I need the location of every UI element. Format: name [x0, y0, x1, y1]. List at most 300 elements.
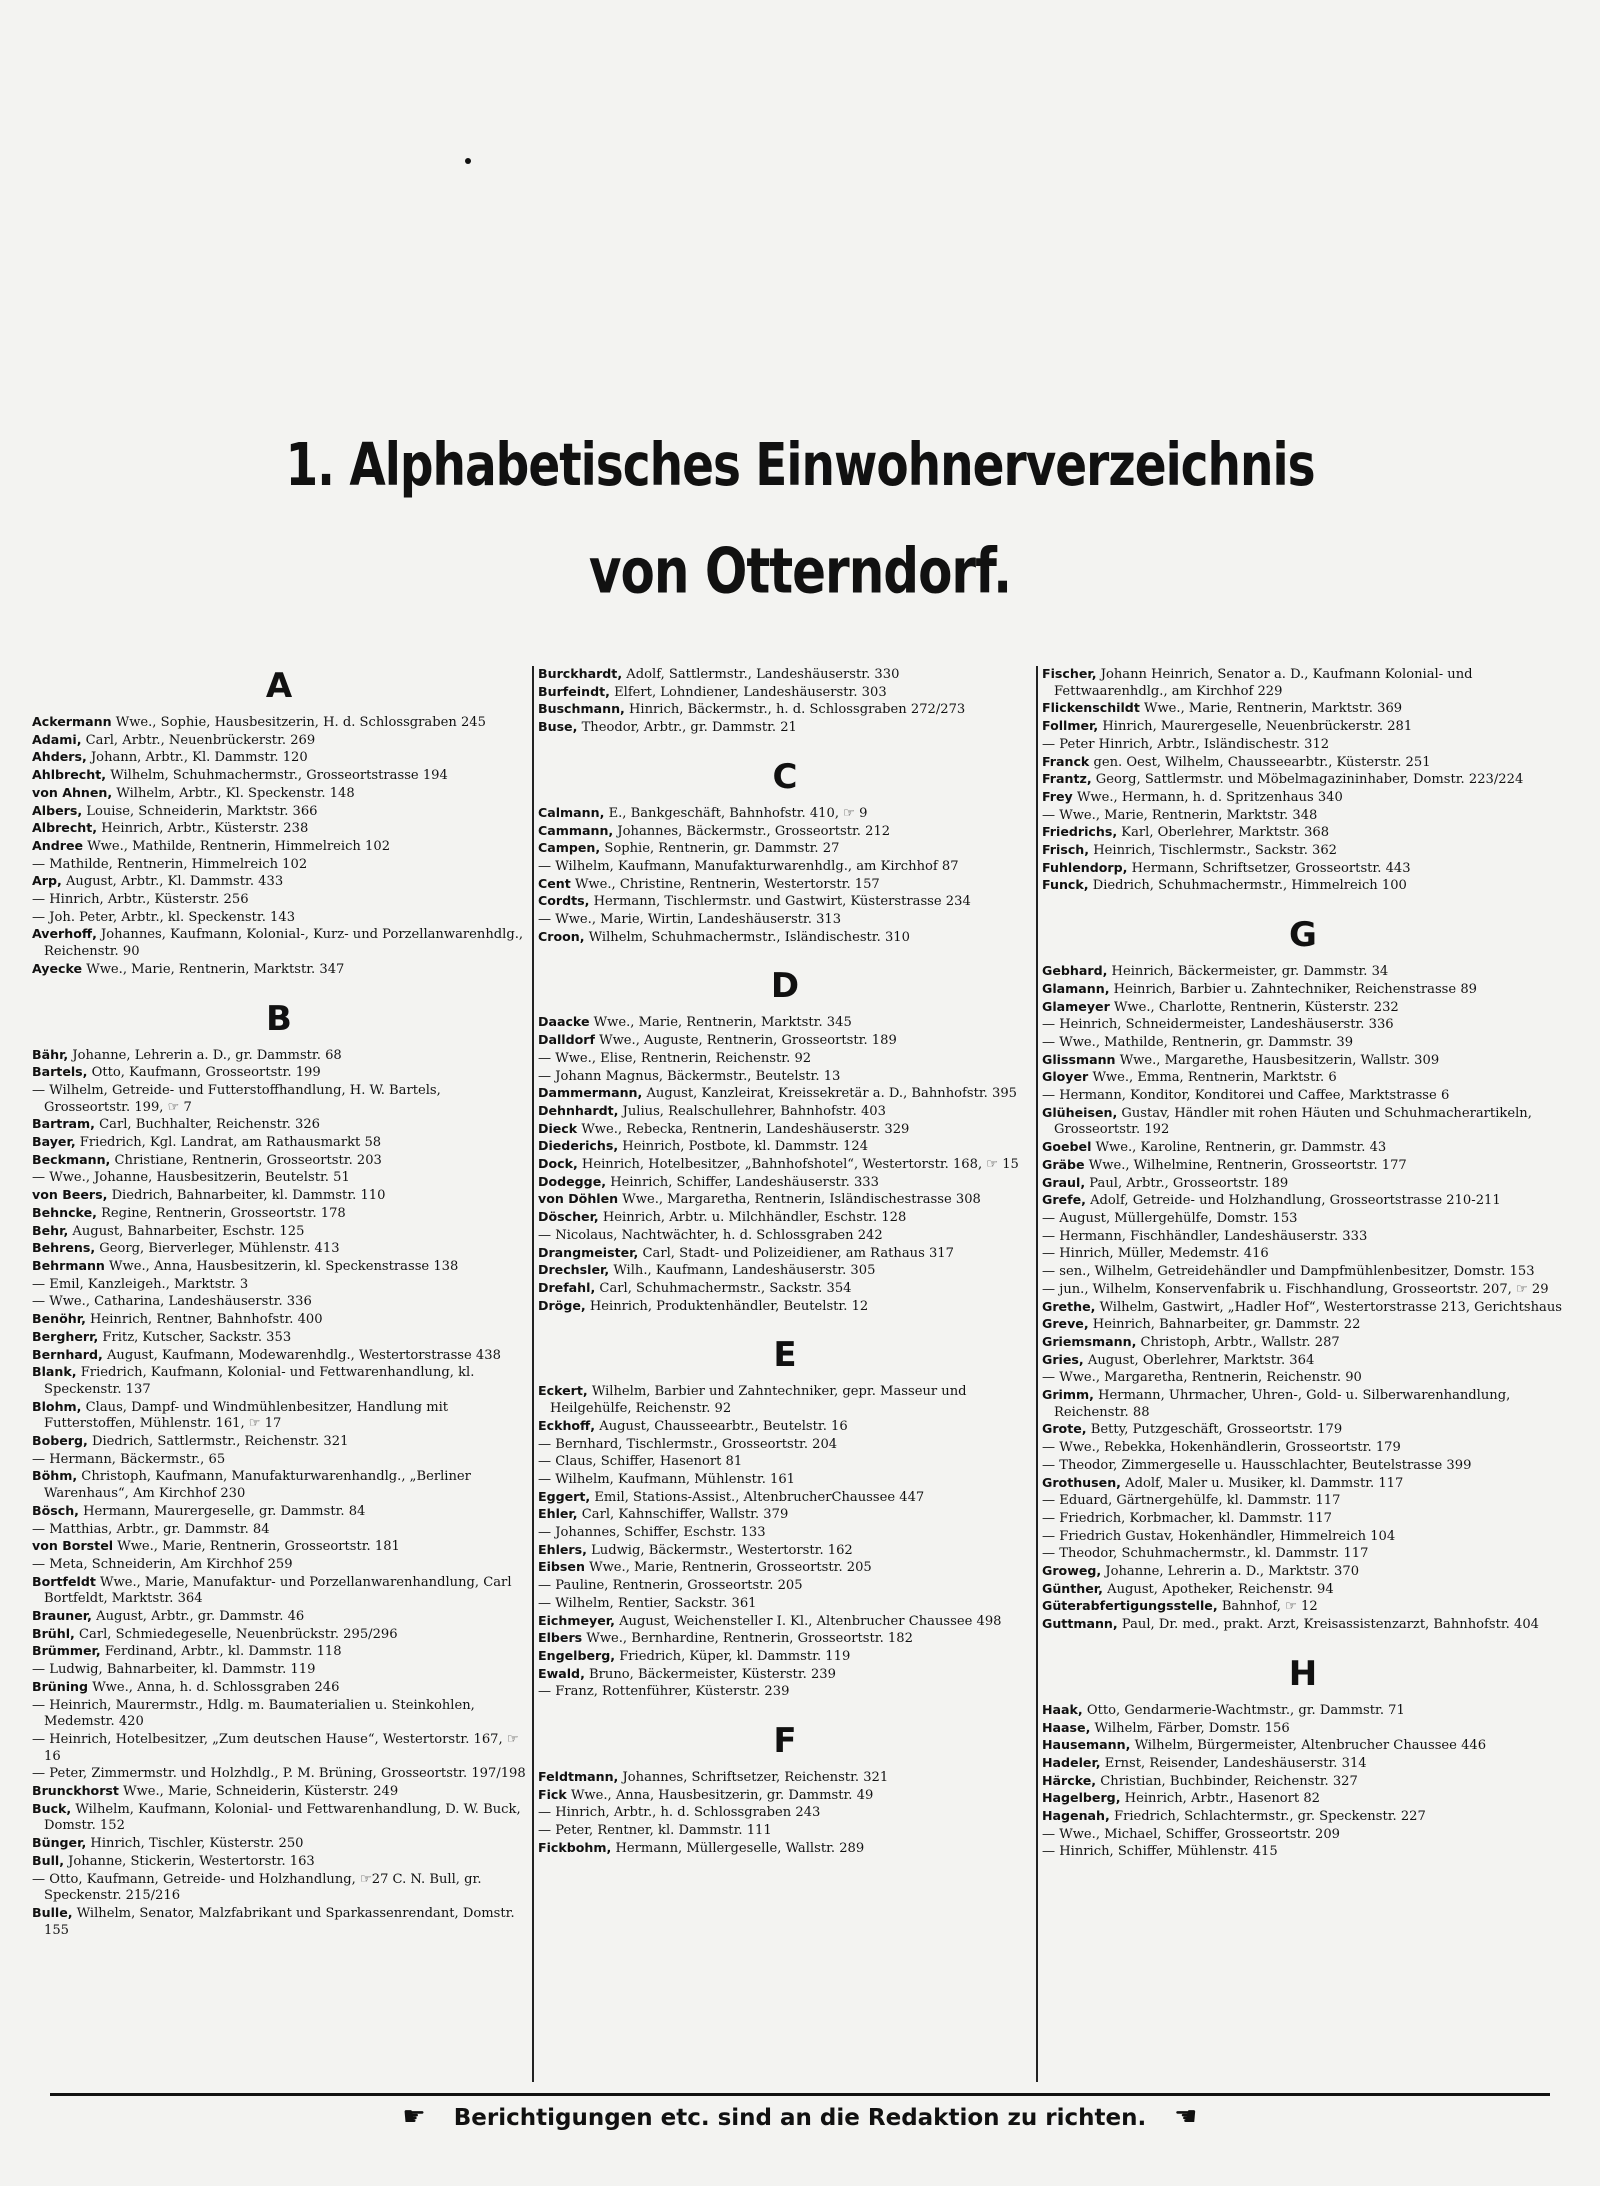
- entry-surname: Glüheisen,: [1042, 1104, 1118, 1120]
- entry-details: Wwe., Anna, h. d. Schlossgraben 246: [92, 1679, 340, 1695]
- entry-details: — Mathilde, Rentnerin, Himmelreich 102: [32, 856, 308, 872]
- entry-details: Wwe., Marie, Manufaktur- und Porzellanwarenhandlung, Carl Bortfeldt, Marktstr. 364: [44, 1574, 512, 1607]
- entry-details: — Johann Magnus, Bäckermstr., Beutelstr. 13: [538, 1068, 841, 1084]
- entry-details: Wilhelm, Bürgermeister, Altenbrucher Chaussee 446: [1134, 1738, 1487, 1754]
- directory-entry: [538, 893, 1032, 911]
- directory-entry: [538, 1245, 1032, 1263]
- directory-entry: [538, 1032, 1032, 1050]
- directory-entry: [32, 1905, 526, 1939]
- entry-details: Wwe., Mathilde, Rentnerin, Himmelreich 102: [87, 838, 391, 854]
- directory-entry: [1042, 1316, 1564, 1334]
- entry-surname: Glameyer: [1042, 998, 1110, 1014]
- entry-surname: Ehlers,: [538, 1541, 587, 1557]
- directory-entry: [1042, 1457, 1564, 1475]
- entry-details: Paul, Dr. med., prakt. Arzt, Kreisassistenzarzt, Bahnhofstr. 404: [1121, 1617, 1539, 1633]
- entry-surname: Dodegge,: [538, 1173, 607, 1189]
- directory-entry: [538, 1103, 1032, 1121]
- directory-entry: [32, 1679, 526, 1697]
- directory-entry: [32, 1364, 526, 1398]
- directory-entry: [32, 1451, 526, 1469]
- directory-entry: [32, 1258, 526, 1276]
- entry-details: — Friedrich Gustav, Hokenhändler, Himmelreich 104: [1042, 1528, 1396, 1544]
- entry-surname: Graul,: [1042, 1174, 1086, 1190]
- directory-entry: [1042, 1790, 1564, 1808]
- directory-entry: [1042, 718, 1564, 736]
- entry-details: Friedrich, Küper, kl. Dammstr. 119: [619, 1648, 851, 1664]
- entry-surname: Brüning: [32, 1678, 89, 1694]
- entry-surname: Eggert,: [538, 1488, 591, 1504]
- directory-column-1: [32, 666, 526, 2086]
- entry-details: Paul, Arbtr., Grosseortstr. 189: [1089, 1175, 1289, 1191]
- entry-details: — Peter, Rentner, kl. Dammstr. 111: [538, 1823, 772, 1839]
- entry-surname: Bernhard,: [32, 1346, 103, 1362]
- entry-surname: Averhoff,: [32, 926, 97, 942]
- directory-entry: [538, 1138, 1032, 1156]
- directory-entry: [32, 1116, 526, 1134]
- directory-entry: [538, 666, 1032, 684]
- entry-details: Friedrich, Kaufmann, Kolonial- und Fettwarenhandlung, kl. Speckenstr. 137: [44, 1365, 475, 1397]
- entry-surname: Eichmeyer,: [538, 1612, 615, 1628]
- entry-surname: Frantz,: [1042, 771, 1092, 787]
- directory-entry: [1042, 1702, 1564, 1720]
- pointing-hand-icon: ☛: [1174, 2102, 1198, 2132]
- entry-surname: Fickbohm,: [538, 1839, 612, 1855]
- entry-details: Adolf, Getreide- und Holzhandlung, Grosseortstrasse 210-211: [1090, 1193, 1501, 1209]
- footer-text: Berichtigungen etc. sind an die Redaktion zu richten.: [453, 2105, 1147, 2131]
- directory-entry: [1042, 1598, 1564, 1616]
- section-spacer: [1042, 1634, 1564, 1654]
- directory-entry: [32, 1240, 526, 1258]
- ink-speck: [465, 158, 471, 164]
- directory-entry: [32, 1783, 526, 1801]
- entry-details: Wilhelm, Färber, Domstr. 156: [1094, 1720, 1290, 1736]
- entry-surname: Campen,: [538, 840, 601, 856]
- entry-surname: Funck,: [1042, 877, 1089, 893]
- section-letter: C: [772, 756, 798, 797]
- entry-details: — Wilhelm, Getreide- und Futterstoffhandlung, H. W. Bartels, Grosseortstr. 199, ☞ 7: [32, 1082, 441, 1115]
- entry-details: Hermann, Uhrmacher, Uhren-, Gold- u. Silberwarenhandlung, Reichenstr. 88: [1054, 1388, 1511, 1420]
- entry-details: Wwe., Anna, Hausbesitzerin, gr. Dammstr. 49: [570, 1787, 874, 1803]
- directory-entry: [32, 891, 526, 909]
- entry-surname: Bösch,: [32, 1502, 79, 1518]
- entry-details: — Wwe., Johanne, Hausbesitzerin, Beutelstr. 51: [32, 1170, 350, 1186]
- entry-details: Theodor, Arbtr., gr. Dammstr. 21: [581, 720, 797, 736]
- directory-entry: [1042, 1210, 1564, 1228]
- entry-details: Johannes, Schriftsetzer, Reichenstr. 321: [622, 1770, 889, 1786]
- section-letter: D: [770, 966, 800, 1007]
- entry-details: Wwe., Margarethe, Hausbesitzerin, Wallstr. 309: [1119, 1052, 1440, 1068]
- directory-entry: [1042, 877, 1564, 895]
- entry-surname: Bünger,: [32, 1835, 87, 1851]
- directory-entry: [32, 873, 526, 891]
- entry-details: — Claus, Schiffer, Hasenort 81: [538, 1454, 743, 1470]
- entry-details: Wwe., Margaretha, Rentnerin, Isländischestrasse 308: [622, 1192, 981, 1208]
- section-letter: B: [266, 998, 292, 1039]
- directory-entry: [1042, 1139, 1564, 1157]
- entry-details: Hermann, Tischlermstr. und Gastwirt, Küsterstrasse 234: [593, 894, 971, 910]
- directory-entry: [538, 1085, 1032, 1103]
- entry-details: — Peter, Zimmermstr. und Holzhdlg., P. M. Brüning, Grosseortstr. 197/198: [32, 1766, 526, 1782]
- entry-details: — Wwe., Rebekka, Hokenhändlerin, Grosseortstr. 179: [1042, 1440, 1401, 1456]
- entry-details: — Wwe., Margaretha, Rentnerin, Reichenstr. 90: [1042, 1370, 1362, 1386]
- entry-details: Heinrich, Arbtr., Küsterstr. 238: [101, 821, 309, 837]
- entry-details: Wwe., Sophie, Hausbesitzerin, H. d. Schlossgraben 245: [115, 715, 486, 730]
- entry-details: Wwe., Rebecka, Rentnerin, Landeshäuserstr. 329: [581, 1121, 910, 1137]
- entry-surname: Blohm,: [32, 1398, 82, 1414]
- entry-details: — Wwe., Michael, Schiffer, Grosseortstr. 209: [1042, 1826, 1341, 1842]
- directory-entry: [1042, 1034, 1564, 1052]
- directory-entry: [1042, 700, 1564, 718]
- entry-surname: Grethe,: [1042, 1298, 1096, 1314]
- entry-surname: Groweg,: [1042, 1563, 1102, 1579]
- entry-details: August, Bahnarbeiter, Eschstr. 125: [72, 1223, 305, 1239]
- entry-details: Wwe., Emma, Rentnerin, Marktstr. 6: [1092, 1070, 1337, 1086]
- directory-entry: [538, 1298, 1032, 1316]
- directory-entry: [538, 1453, 1032, 1471]
- entry-surname: Dieck: [538, 1120, 578, 1136]
- directory-entry: [538, 823, 1032, 841]
- section-letter: E: [773, 1335, 797, 1376]
- directory-entry: [32, 1082, 526, 1116]
- entry-surname: Bortfeldt: [32, 1573, 96, 1589]
- directory-entry: [1042, 1510, 1564, 1528]
- entry-details: — Franz, Rottenführer, Küsterstr. 239: [538, 1684, 790, 1700]
- entry-details: Adolf, Maler u. Musiker, kl. Dammstr. 117: [1125, 1475, 1404, 1491]
- entry-surname: Flickenschildt: [1042, 700, 1140, 716]
- entry-details: — Johannes, Schiffer, Eschstr. 133: [538, 1525, 766, 1541]
- directory-entry: [1042, 1545, 1564, 1563]
- entry-details: Carl, Schuhmachermstr., Sackstr. 354: [599, 1280, 852, 1296]
- directory-entry: [32, 1871, 526, 1905]
- entry-surname: von Beers,: [32, 1187, 108, 1203]
- entry-surname: Glamann,: [1042, 980, 1110, 996]
- entry-surname: von Döhlen: [538, 1191, 619, 1207]
- entry-details: Regine, Rentnerin, Grosseortstr. 178: [101, 1205, 346, 1221]
- entry-details: Sophie, Rentnerin, gr. Dammstr. 27: [604, 841, 840, 857]
- entry-details: Johannes, Kaufmann, Kolonial-, Kurz- und Porzellanwarenhdlg., Reichenstr. 90: [44, 927, 524, 960]
- entry-details: — Heinrich, Maurermstr., Hdlg. m. Baumaterialien u. Steinkohlen, Medemstr. 420: [32, 1697, 475, 1730]
- entry-details: Carl, Stadt- und Polizeidiener, am Rathaus 317: [642, 1245, 954, 1261]
- section-spacer: [538, 946, 1032, 966]
- directory-entry: [32, 1503, 526, 1521]
- directory-entry: [32, 1169, 526, 1187]
- entry-surname: Ackermann: [32, 714, 112, 729]
- directory-entry: [1042, 1263, 1564, 1281]
- entry-details: Heinrich, Arbtr., Hasenort 82: [1124, 1791, 1321, 1807]
- entry-details: Wilhelm, Kaufmann, Kolonial- und Fettwarenhandlung, D. W. Buck, Domstr. 152: [44, 1801, 521, 1834]
- entry-surname: Buse,: [538, 719, 578, 735]
- entry-surname: Ahlbrecht,: [32, 767, 107, 783]
- directory-entry: [1042, 1528, 1564, 1546]
- directory-entry: [32, 1765, 526, 1783]
- entry-surname: Buck,: [32, 1800, 72, 1816]
- directory-entry: [1042, 1563, 1564, 1581]
- entry-details: — Hinrich, Schiffer, Mühlenstr. 415: [1042, 1844, 1278, 1860]
- page-subtitle: von Otterndorf.: [588, 534, 1012, 608]
- directory-entry: [1042, 807, 1564, 825]
- directory-entry: [1042, 1773, 1564, 1791]
- directory-entry: [1042, 842, 1564, 860]
- entry-details: Wwe., Marie, Rentnerin, Marktstr. 347: [86, 961, 345, 977]
- entry-details: Wilhelm, Schuhmachermstr., Isländischestr. 310: [588, 929, 910, 945]
- entry-details: Otto, Kaufmann, Grosseortstr. 199: [91, 1065, 321, 1081]
- directory-entry: [1042, 754, 1564, 772]
- entry-surname: Härcke,: [1042, 1772, 1097, 1788]
- directory-entry: [538, 805, 1032, 823]
- directory-entry: [1042, 1192, 1564, 1210]
- entry-details: gen. Oest, Wilhelm, Chausseearbtr., Küsterstr. 251: [1093, 754, 1431, 770]
- directory-entry: [538, 1436, 1032, 1454]
- entry-surname: Bartels,: [32, 1064, 88, 1080]
- entry-surname: Drefahl,: [538, 1279, 596, 1295]
- directory-entry: [32, 1311, 526, 1329]
- entry-details: Diedrich, Sattlermstr., Reichenstr. 321: [92, 1434, 349, 1450]
- directory-entry: [1042, 981, 1564, 999]
- entry-details: August, Arbtr., gr. Dammstr. 46: [96, 1609, 305, 1625]
- entry-surname: Brunckhorst: [32, 1783, 119, 1799]
- entry-details: Wilhelm, Senator, Malzfabrikant und Sparkassenrendant, Domstr. 155: [44, 1906, 515, 1938]
- entry-details: Emil, Stations-Assist., AltenbrucherChaussee 447: [594, 1489, 925, 1505]
- directory-column-3: [1042, 666, 1564, 2086]
- directory-entry: [538, 1227, 1032, 1245]
- directory-column-2: [538, 666, 1032, 2086]
- directory-entry: [32, 1134, 526, 1152]
- directory-entry: [32, 767, 526, 785]
- entry-surname: Grimm,: [1042, 1387, 1094, 1403]
- entry-surname: Behrmann: [32, 1257, 105, 1273]
- footer: [0, 2102, 1600, 2132]
- entry-details: — Meta, Schneiderin, Am Kirchhof 259: [32, 1556, 293, 1572]
- entry-details: Heinrich, Bäckermeister, gr. Dammstr. 34: [1111, 964, 1389, 980]
- directory-entry: [538, 1683, 1032, 1701]
- directory-entry: [1042, 999, 1564, 1017]
- entry-surname: Hagenah,: [1042, 1808, 1110, 1824]
- directory-entry: [32, 909, 526, 927]
- directory-entry: [1042, 1175, 1564, 1193]
- entry-surname: Beckmann,: [32, 1151, 111, 1167]
- directory-entry: [538, 1471, 1032, 1489]
- directory-entry: [32, 838, 526, 856]
- directory-entry: [32, 1608, 526, 1626]
- directory-entry: [32, 926, 526, 960]
- directory-entry: [538, 684, 1032, 702]
- page-title: 1. Alphabetisches Einwohnerverzeichnis: [285, 431, 1315, 500]
- directory-entry: [32, 1574, 526, 1608]
- directory-entry: [1042, 1157, 1564, 1175]
- directory-entry: [1042, 736, 1564, 754]
- entry-details: — Hermann, Bäckermstr., 65: [32, 1451, 226, 1467]
- entry-details: — Eduard, Gärtnergehülfe, kl. Dammstr. 117: [1042, 1493, 1341, 1509]
- entry-details: Carl, Schmiedegeselle, Neuenbrückstr. 295/296: [79, 1626, 398, 1642]
- directory-entry: [538, 1050, 1032, 1068]
- entry-details: Wilhelm, Schuhmachermstr., Grosseortstrasse 194: [110, 768, 448, 784]
- directory-entry: [538, 1506, 1032, 1524]
- directory-entry: [32, 820, 526, 838]
- entry-surname: Hagelberg,: [1042, 1790, 1121, 1806]
- entry-details: Carl, Kahnschiffer, Wallstr. 379: [581, 1507, 789, 1523]
- directory-entry: [32, 714, 526, 732]
- entry-details: Johanne, Lehrerin a. D., Marktstr. 370: [1105, 1564, 1360, 1580]
- entry-surname: Goebel: [1042, 1139, 1092, 1155]
- directory-entry: [538, 929, 1032, 947]
- entry-details: Christian, Buchbinder, Reichenstr. 327: [1100, 1773, 1358, 1789]
- directory-entry: [1042, 1228, 1564, 1246]
- directory-entry: [1042, 1720, 1564, 1738]
- directory-entry: [538, 1559, 1032, 1577]
- entry-surname: von Ahnen,: [32, 784, 113, 800]
- entry-details: — Hinrich, Arbtr., h. d. Schlossgraben 243: [538, 1805, 821, 1821]
- entry-surname: Haase,: [1042, 1719, 1091, 1735]
- section-spacer: [1042, 895, 1564, 915]
- entry-details: Wwe., Hermann, h. d. Spritzenhaus 340: [1076, 789, 1343, 805]
- directory-entry: [1042, 666, 1564, 700]
- entry-surname: Ayecke: [32, 960, 83, 976]
- entry-details: Hermann, Maurergeselle, gr. Dammstr. 84: [83, 1503, 366, 1519]
- entry-details: — Heinrich, Hotelbesitzer, „Zum deutschen Hause“, Westertorstr. 167, ☞ 16: [32, 1731, 519, 1764]
- entry-details: Wilhelm, Gastwirt, „Hadler Hof“, Westertorstrasse 213, Gerichtshaus: [1099, 1299, 1562, 1315]
- entry-details: — Wwe., Marie, Rentnerin, Marktstr. 348: [1042, 807, 1318, 823]
- entry-surname: Fuhlendorp,: [1042, 859, 1128, 875]
- entry-details: — Emil, Kanzleigeh., Marktstr. 3: [32, 1276, 249, 1292]
- directory-entry: [1042, 1299, 1564, 1317]
- entry-details: Johann Heinrich, Senator a. D., Kaufmann Kolonial- und Fettwaarenhdlg., am Kirchhof 229: [1054, 667, 1473, 699]
- directory-entry: [1042, 1843, 1564, 1861]
- directory-entry: [32, 1835, 526, 1853]
- entry-surname: Boberg,: [32, 1433, 88, 1449]
- entry-details: — Wilhelm, Kaufmann, Manufakturwarenhdlg., am Kirchhof 87: [538, 858, 959, 874]
- directory-entry: [538, 1648, 1032, 1666]
- directory-entry: [1042, 1616, 1564, 1634]
- directory-entry: [32, 1399, 526, 1433]
- directory-entry: [538, 1804, 1032, 1822]
- entry-surname: Bartram,: [32, 1116, 95, 1132]
- entry-details: Wwe., Auguste, Rentnerin, Grosseortstr. 189: [599, 1033, 897, 1049]
- entry-surname: Frey: [1042, 788, 1073, 804]
- entry-surname: Follmer,: [1042, 718, 1099, 734]
- entry-details: — Wwe., Catharina, Landeshäuserstr. 336: [32, 1294, 312, 1310]
- entry-details: Hinrich, Maurergeselle, Neuenbrückerstr. 281: [1102, 719, 1413, 735]
- entry-surname: Böhm,: [32, 1468, 78, 1484]
- entry-details: Wwe., Anna, Hausbesitzerin, kl. Speckenstrasse 138: [109, 1258, 459, 1274]
- entry-surname: Drechsler,: [538, 1262, 610, 1278]
- entry-surname: Bulle,: [32, 1905, 73, 1920]
- entry-details: Heinrich, Schiffer, Landeshäuserstr. 333: [610, 1174, 879, 1190]
- entry-details: — Joh. Peter, Arbtr., kl. Speckenstr. 143: [32, 909, 296, 925]
- entry-surname: Buschmann,: [538, 701, 625, 717]
- directory-entry: [1042, 1334, 1564, 1352]
- entry-surname: Güterabfertigungsstelle,: [1042, 1598, 1218, 1614]
- entry-details: — August, Müllergehülfe, Domstr. 153: [1042, 1210, 1298, 1226]
- entry-details: Heinrich, Rentner, Bahnhofstr. 400: [90, 1312, 323, 1328]
- entry-details: Heinrich, Barbier u. Zahntechniker, Reichenstrasse 89: [1113, 981, 1477, 997]
- entry-details: Gustav, Händler mit rohen Häuten und Schuhmacherartikeln, Grosseortstr. 192: [1054, 1105, 1532, 1138]
- entry-details: August, Chausseearbtr., Beutelstr. 16: [599, 1418, 848, 1434]
- entry-details: — Theodor, Schuhmachermstr., kl. Dammstr. 117: [1042, 1546, 1369, 1562]
- directory-entry: [32, 1697, 526, 1731]
- directory-entry: [538, 1121, 1032, 1139]
- entry-details: Johann, Arbtr., Kl. Dammstr. 120: [90, 750, 308, 766]
- entry-details: Christoph, Arbtr., Wallstr. 287: [1140, 1334, 1340, 1350]
- entry-details: Wwe., Wilhelmine, Rentnerin, Grosseortstr. 177: [1088, 1157, 1407, 1173]
- entry-details: Diedrich, Bahnarbeiter, kl. Dammstr. 110: [111, 1188, 386, 1204]
- section-letter: H: [1288, 1653, 1318, 1694]
- directory-entry: [538, 1595, 1032, 1613]
- entry-surname: Dammermann,: [538, 1085, 643, 1101]
- directory-entry: [32, 1223, 526, 1241]
- entry-details: — Otto, Kaufmann, Getreide- und Holzhandlung, ☞27 C. N. Bull, gr. Speckenstr. 215/216: [32, 1871, 482, 1904]
- entry-details: Bahnhof, ☞ 12: [1221, 1599, 1318, 1615]
- directory-entry: [1042, 1087, 1564, 1105]
- directory-entry: [538, 1262, 1032, 1280]
- entry-surname: Ewald,: [538, 1665, 585, 1681]
- entry-surname: Blank,: [32, 1364, 77, 1380]
- entry-surname: Friedrichs,: [1042, 824, 1118, 840]
- pointing-hand-icon: ☛: [402, 2102, 426, 2132]
- entry-surname: Eibsen: [538, 1559, 585, 1575]
- entry-details: Ernst, Reisender, Landeshäuserstr. 314: [1104, 1755, 1367, 1771]
- directory-entry: [1042, 789, 1564, 807]
- entry-details: Wwe., Charlotte, Rentnerin, Küsterstr. 232: [1113, 999, 1399, 1015]
- entry-surname: Dock,: [538, 1156, 578, 1172]
- entry-details: Adolf, Sattlermstr., Landeshäuserstr. 330: [626, 667, 900, 682]
- entry-surname: Engelberg,: [538, 1647, 616, 1663]
- directory-entry: [1042, 1581, 1564, 1599]
- entry-details: Christiane, Rentnerin, Grosseortstr. 203: [114, 1152, 382, 1168]
- entry-details: — Matthias, Arbtr., gr. Dammstr. 84: [32, 1521, 270, 1537]
- entry-details: Betty, Putzgeschäft, Grosseortstr. 179: [1090, 1422, 1343, 1438]
- directory-entry: [32, 1538, 526, 1556]
- directory-entry: [1042, 1475, 1564, 1493]
- entry-surname: Grote,: [1042, 1421, 1087, 1437]
- entry-details: — Friedrich, Korbmacher, kl. Dammstr. 117: [1042, 1510, 1332, 1526]
- directory-entry: [32, 803, 526, 821]
- entry-details: August, Arbtr., Kl. Dammstr. 433: [65, 874, 284, 890]
- entry-details: — Theodor, Zimmergeselle u. Hausschlachter, Beutelstrasse 399: [1042, 1457, 1472, 1473]
- directory-entry: [1042, 1387, 1564, 1421]
- entry-surname: Günther,: [1042, 1580, 1103, 1596]
- entry-surname: Haak,: [1042, 1701, 1083, 1717]
- entry-details: — Wilhelm, Kaufmann, Mühlenstr. 161: [538, 1471, 796, 1487]
- directory-entry: [538, 719, 1032, 737]
- directory-entry: [538, 911, 1032, 929]
- directory-entry: [538, 1156, 1032, 1174]
- directory-entry: [32, 1853, 526, 1871]
- section-letter: A: [265, 666, 293, 706]
- directory-entry: [1042, 1052, 1564, 1070]
- directory-entry: [32, 1152, 526, 1170]
- entry-details: August, Kanzleirat, Kreissekretär a. D., Bahnhofstr. 395: [646, 1086, 1017, 1102]
- entry-surname: von Borstel: [32, 1538, 114, 1554]
- entry-surname: Frisch,: [1042, 842, 1090, 858]
- directory-entry: [32, 1626, 526, 1644]
- directory-entry: [538, 1191, 1032, 1209]
- entry-details: Wwe., Marie, Rentnerin, Grosseortstr. 205: [589, 1560, 872, 1576]
- section-letter: F: [773, 1721, 797, 1762]
- entry-surname: Behrens,: [32, 1240, 96, 1256]
- directory-entry: [538, 1209, 1032, 1227]
- entry-details: — Hinrich, Arbtr., Küsterstr. 256: [32, 892, 249, 908]
- entry-surname: Albrecht,: [32, 820, 98, 836]
- entry-surname: Elbers: [538, 1630, 583, 1646]
- entry-details: August, Kaufmann, Modewarenhdlg., Westertorstrasse 438: [106, 1347, 501, 1363]
- entry-details: Heinrich, Arbtr. u. Milchhändler, Eschstr. 128: [602, 1210, 907, 1226]
- entry-surname: Feldtmann,: [538, 1769, 619, 1785]
- entry-details: Christoph, Kaufmann, Manufakturwarenhandlg., „Berliner Warenhaus“, Am Kirchhof 230: [44, 1469, 471, 1502]
- entry-details: August, Oberlehrer, Marktstr. 364: [1087, 1352, 1315, 1368]
- entry-details: Elfert, Lohndiener, Landeshäuserstr. 303: [614, 684, 887, 700]
- entry-surname: Adami,: [32, 731, 82, 747]
- directory-entry: [1042, 1069, 1564, 1087]
